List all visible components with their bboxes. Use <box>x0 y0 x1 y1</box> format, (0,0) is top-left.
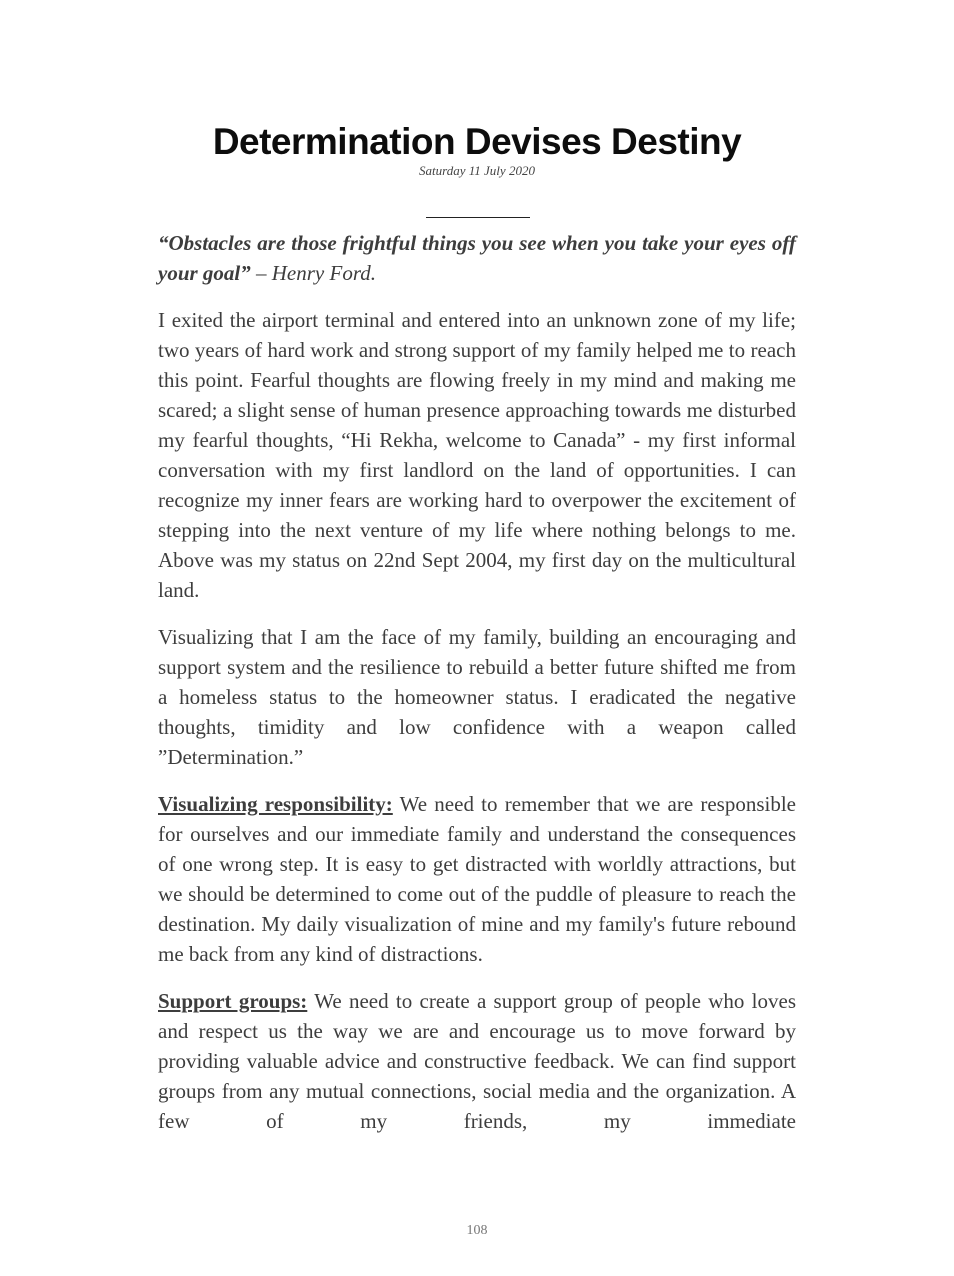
section-heading: Visualizing responsibility: <box>158 792 393 816</box>
page-number: 108 <box>466 1223 488 1238</box>
section-support-groups <box>158 986 796 1136</box>
title-divider <box>426 217 530 218</box>
publication-date: Saturday 11 July 2020 <box>419 163 535 178</box>
paragraph: I exited the airport terminal and entered into an unknown zone of my life; two years of hard work and strong support of my family helped me to reach this point. Fearful thoughts are flowing freely in my mind and making me scared; a slight sense of human presence approaching towards me disturbed my fearful thoughts, “Hi Rekha, welcome to Canada” - my first informal conversation with my first landlord on the land of opportunities. I can recognize my inner fears are working hard to overpower the excitement of stepping into the next venture of my life where nothing belongs to me. Above was my status on 22nd Sept 2004, my first day on the multicultural land. <box>158 308 796 602</box>
paragraph: Visualizing that I am the face of my family, building an encouraging and support system and the resilience to rebuild a better future shifted me from a homeless status to the homeowner status. I eradicated the negative thoughts, timidity and low confidence with a weapon called ”Determination.” <box>158 625 796 769</box>
epigraph-attribution: – Henry Ford. <box>250 261 376 285</box>
section-text: We need to create a support group of people who loves and respect us the way we are and encourage us to move forward by providing valuable advice and constructive feedback. We can find support groups from any mutual connections, social media and the organization. A few of my friends, my immediate <box>158 989 796 1133</box>
section-text: We need to remember that we are responsible for ourselves and our immediate family and understand the consequences of one wrong step. It is easy to get distracted with worldly attractions, but we should be determined to come out of the puddle of pleasure to reach the destination. My daily visualization of mine and my family's future rebound me back from any kind of distractions. <box>158 792 797 966</box>
section-heading: Support groups: <box>158 989 308 1013</box>
epigraph <box>158 228 796 288</box>
epigraph-quote: “Obstacles are those frightful things you see when you take your eyes off your goal” <box>158 231 796 285</box>
section-visualizing-responsibility <box>158 789 796 969</box>
page-title: Determination Devises Destiny <box>212 121 742 162</box>
article-body <box>158 228 796 1153</box>
